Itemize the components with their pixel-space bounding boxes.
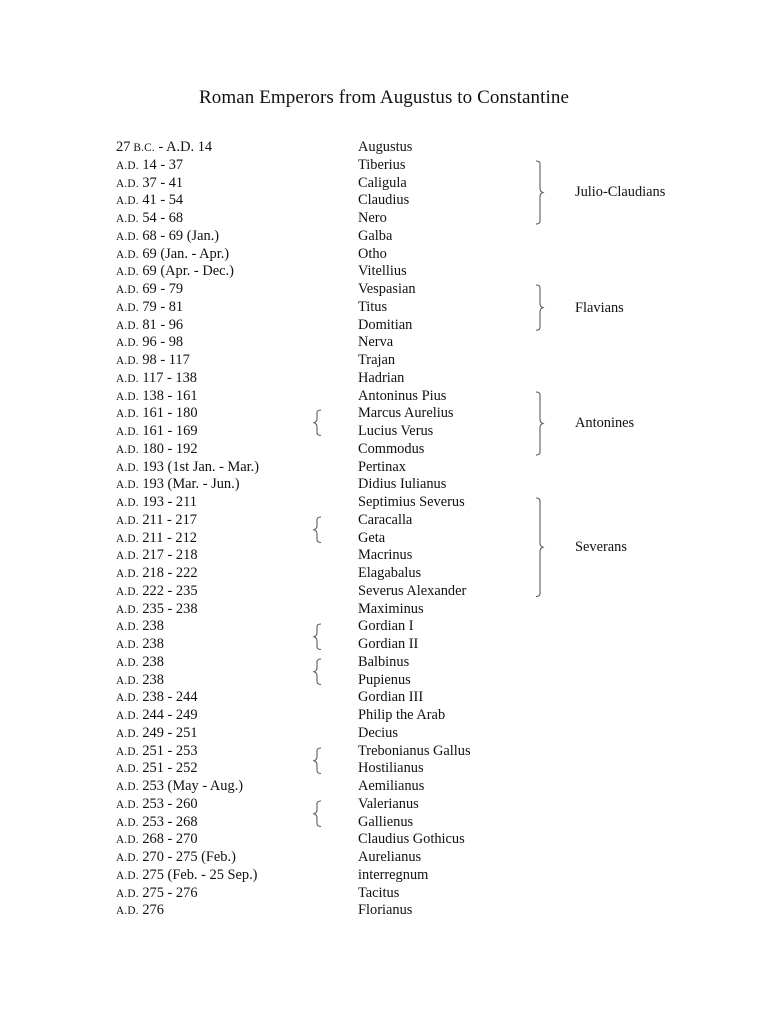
table-row xyxy=(0,547,768,565)
reign-years: 81 - 96 xyxy=(138,316,184,333)
era-label: A.D. xyxy=(116,603,139,616)
era-label: A.D. xyxy=(116,390,139,403)
era-label: A.D. xyxy=(116,550,139,563)
reign-dates xyxy=(116,459,259,478)
era-label: A.D. xyxy=(116,319,139,332)
reign-years: 193 (1st Jan. - Mar.) xyxy=(138,458,260,475)
era-label: A.D. xyxy=(116,213,139,225)
reign-dates xyxy=(116,228,219,247)
emperor-name: Domitian xyxy=(358,316,413,333)
reign-dates xyxy=(116,192,183,211)
reign-dates xyxy=(116,175,183,194)
table-row xyxy=(0,299,768,317)
reign-dates xyxy=(116,831,198,850)
reign-years: 161 - 180 xyxy=(138,405,198,422)
table-row xyxy=(0,423,768,441)
table-row xyxy=(0,867,768,885)
emperor-name: Antoninus Pius xyxy=(358,387,447,404)
emperor-name: Augustus xyxy=(358,139,413,155)
era-label: A.D. xyxy=(116,852,139,864)
reign-dates xyxy=(116,157,183,176)
emperor-name: Severus Alexander xyxy=(358,582,467,599)
emperor-name: Nerva xyxy=(358,334,394,351)
reign-dates xyxy=(116,281,183,300)
era-label: A.D. xyxy=(116,284,139,296)
reign-years: 249 - 251 xyxy=(138,724,198,741)
reign-dates xyxy=(116,778,243,797)
era-label: A.D. xyxy=(116,177,139,190)
reign-years: 41 - 54 xyxy=(138,192,184,209)
table-row xyxy=(0,352,768,370)
reign-years: 117 - 138 xyxy=(138,369,197,386)
table-row xyxy=(0,760,768,778)
reign-dates xyxy=(116,299,183,318)
reign-dates xyxy=(116,636,164,655)
reign-years: 138 - 161 xyxy=(138,387,198,404)
co-ruler-brace xyxy=(313,409,325,437)
emperor-name: Tacitus xyxy=(358,884,400,901)
reign-years: 69 (Jan. - Apr.) xyxy=(138,245,230,262)
table-row xyxy=(0,743,768,761)
era-label: A.D. xyxy=(116,248,139,261)
table-row xyxy=(0,796,768,814)
emperor-name: interregnum xyxy=(358,866,429,883)
era-label: A.D. xyxy=(116,674,139,687)
table-row xyxy=(0,831,768,849)
era-label: A.D. xyxy=(116,479,139,492)
emperor-name: Gordian III xyxy=(358,689,424,706)
table-row xyxy=(0,707,768,725)
reign-dates xyxy=(116,494,197,513)
table-row xyxy=(0,689,768,707)
dynasty-label: Julio-Claudians xyxy=(575,184,666,201)
reign-years: 238 xyxy=(138,671,164,688)
reign-dates xyxy=(116,618,164,637)
emperor-name: Gallienus xyxy=(358,813,414,830)
table-row xyxy=(0,281,768,299)
emperor-name: Elagabalus xyxy=(358,565,422,581)
reign-years: 253 (May - Aug.) xyxy=(138,778,244,794)
era-label: A.D. xyxy=(116,834,139,847)
emperor-name: Philip the Arab xyxy=(358,707,446,723)
era-label: A.D. xyxy=(116,159,139,172)
era-label: A.D. xyxy=(116,568,139,580)
emperor-name: Trebonianus Gallus xyxy=(358,742,471,759)
reign-years: 211 - 212 xyxy=(138,529,197,546)
table-row xyxy=(0,618,768,636)
emperor-name: Decius xyxy=(358,724,398,741)
dynasty-label: Flavians xyxy=(575,299,624,316)
reign-dates xyxy=(116,530,197,549)
era-label: A.D. xyxy=(116,869,139,882)
brace-stroke xyxy=(314,748,321,774)
era-label: A.D. xyxy=(116,372,139,385)
table-row xyxy=(0,334,768,352)
reign-years: 37 - 41 xyxy=(138,174,184,191)
reign-years: 238 xyxy=(138,636,164,652)
era-label: A.D. xyxy=(116,230,139,243)
era-label: A.D. xyxy=(116,461,139,474)
emperor-name: Hadrian xyxy=(358,369,405,386)
reign-years: 275 - 276 xyxy=(138,884,198,901)
reign-dates xyxy=(116,672,164,691)
table-row xyxy=(0,565,768,583)
emperor-name: Didius Iulianus xyxy=(358,476,447,493)
reign-years: 69 - 79 xyxy=(138,281,184,297)
emperor-name: Septimius Severus xyxy=(358,494,465,510)
reign-dates xyxy=(116,352,190,371)
table-row xyxy=(0,441,768,459)
emperor-name: Titus xyxy=(358,298,388,315)
emperor-name: Otho xyxy=(358,245,387,262)
reign-dates xyxy=(116,707,198,726)
reign-years: 275 (Feb. - 25 Sep.) xyxy=(138,866,258,883)
reign-dates xyxy=(116,565,198,584)
era-label: A.D. xyxy=(116,497,139,509)
reign-dates xyxy=(116,405,198,424)
reign-dates xyxy=(116,849,236,868)
table-row xyxy=(0,317,768,335)
reign-dates xyxy=(116,317,183,336)
reign-dates xyxy=(116,725,198,744)
dynasty-brace xyxy=(532,160,546,225)
era-label: A.D. xyxy=(116,195,139,208)
reign-years: 180 - 192 xyxy=(138,440,198,457)
era-label: A.D. xyxy=(116,905,139,918)
emperor-name: Valerianus xyxy=(358,795,419,812)
reign-years: 276 xyxy=(138,902,164,919)
table-row xyxy=(0,388,768,406)
table-row xyxy=(0,210,768,228)
table-row xyxy=(0,139,768,157)
emperor-name: Macrinus xyxy=(358,547,413,564)
era-label: A.D. xyxy=(116,337,139,350)
emperor-name: Nero xyxy=(358,210,387,226)
brace-stroke xyxy=(536,498,543,597)
era-label: A.D. xyxy=(116,639,139,651)
era-label: A.D. xyxy=(116,781,139,793)
emperor-name: Commodus xyxy=(358,440,425,457)
emperor-name: Galba xyxy=(358,227,393,244)
reign-year-prefix: 27 xyxy=(116,139,131,155)
emperor-name: Claudius Gothicus xyxy=(358,831,465,848)
reign-dates xyxy=(116,441,198,460)
era-label: A.D. xyxy=(116,763,139,776)
emperor-name: Gordian I xyxy=(358,618,414,635)
table-row xyxy=(0,459,768,477)
era-label: A.D. xyxy=(116,710,139,722)
emperor-table xyxy=(0,139,768,920)
dynasty-label: Severans xyxy=(575,539,627,556)
table-row xyxy=(0,654,768,672)
brace-stroke xyxy=(314,659,321,685)
era-label: A.D. xyxy=(116,816,139,829)
brace-stroke xyxy=(536,285,543,330)
reign-years: 193 - 211 xyxy=(138,494,197,510)
reign-dates xyxy=(116,263,234,282)
dynasty-brace xyxy=(532,497,546,598)
era-label: A.D. xyxy=(116,266,139,279)
emperor-name: Caracalla xyxy=(358,511,413,528)
table-row xyxy=(0,814,768,832)
reign-dates xyxy=(116,689,198,708)
era-label: A.D. xyxy=(116,798,139,811)
era-label: A.D. xyxy=(116,621,139,634)
emperor-name: Aurelianus xyxy=(358,849,422,865)
era-label: A.D. xyxy=(116,514,139,527)
reign-dates xyxy=(116,512,197,531)
reign-dates xyxy=(116,885,198,904)
co-ruler-brace xyxy=(313,800,325,828)
co-ruler-brace xyxy=(313,747,325,775)
emperor-name: Claudius xyxy=(358,192,410,209)
reign-years: 238 - 244 xyxy=(138,689,198,706)
era-label: A.D. xyxy=(116,585,139,598)
brace-stroke xyxy=(314,517,321,543)
reign-years: 244 - 249 xyxy=(138,707,198,723)
table-row xyxy=(0,157,768,175)
table-row xyxy=(0,672,768,690)
reign-years: 270 - 275 (Feb.) xyxy=(138,849,236,865)
table-row xyxy=(0,228,768,246)
brace-stroke xyxy=(314,624,321,650)
table-row xyxy=(0,263,768,281)
reign-years: - A.D. 14 xyxy=(154,139,213,155)
reign-years: 98 - 117 xyxy=(138,352,190,368)
reign-years: 253 - 260 xyxy=(138,795,198,812)
reign-dates xyxy=(116,547,198,566)
reign-dates xyxy=(116,583,198,602)
emperor-name: Geta xyxy=(358,529,386,546)
table-row xyxy=(0,601,768,619)
reign-dates xyxy=(116,654,164,673)
reign-dates xyxy=(116,476,240,495)
emperor-name: Tiberius xyxy=(358,156,406,173)
reign-years: 238 xyxy=(138,618,164,635)
reign-dates xyxy=(116,796,198,815)
reign-years: 14 - 37 xyxy=(138,156,184,173)
emperor-name: Balbinus xyxy=(358,653,410,670)
brace-stroke xyxy=(314,410,321,436)
era-label: A.D. xyxy=(116,656,139,669)
table-row xyxy=(0,512,768,530)
era-label: A.D. xyxy=(116,426,139,438)
reign-dates xyxy=(116,210,183,229)
table-row xyxy=(0,246,768,264)
reign-years: 69 (Apr. - Dec.) xyxy=(138,263,234,280)
reign-years: 54 - 68 xyxy=(138,210,184,226)
table-row xyxy=(0,494,768,512)
table-row xyxy=(0,583,768,601)
reign-years: 79 - 81 xyxy=(138,298,184,315)
era-label: A.D. xyxy=(116,692,139,705)
brace-stroke xyxy=(314,801,321,827)
emperor-name: Gordian II xyxy=(358,636,419,652)
emperor-name: Maximinus xyxy=(358,600,424,617)
reign-dates xyxy=(116,814,198,833)
reign-dates xyxy=(116,246,229,265)
emperor-name: Trajan xyxy=(358,352,396,368)
table-row xyxy=(0,476,768,494)
table-row xyxy=(0,370,768,388)
reign-years: 253 - 268 xyxy=(138,813,198,830)
reign-dates xyxy=(116,743,198,762)
reign-dates xyxy=(116,139,212,158)
reign-years: 218 - 222 xyxy=(138,565,198,581)
emperor-name: Florianus xyxy=(358,902,413,919)
era-label: A.D. xyxy=(116,745,139,758)
table-row xyxy=(0,636,768,654)
emperor-name: Vespasian xyxy=(358,281,416,297)
reign-years: 235 - 238 xyxy=(138,600,198,617)
reign-dates xyxy=(116,423,198,442)
emperor-name: Hostilianus xyxy=(358,760,424,777)
emperor-name: Marcus Aurelius xyxy=(358,405,454,422)
era-label: A.D. xyxy=(116,887,139,900)
emperor-name: Pertinax xyxy=(358,458,406,475)
reign-dates xyxy=(116,867,257,886)
reign-dates xyxy=(116,902,164,921)
table-row xyxy=(0,725,768,743)
co-ruler-brace xyxy=(313,623,325,651)
era-label: A.D. xyxy=(116,408,139,421)
reign-years: 68 - 69 (Jan.) xyxy=(138,227,220,244)
emperor-name: Vitellius xyxy=(358,263,407,280)
reign-years: 161 - 169 xyxy=(138,423,198,439)
era-label: A.D. xyxy=(116,532,139,545)
emperor-name: Aemilianus xyxy=(358,778,425,794)
table-row xyxy=(0,849,768,867)
reign-dates xyxy=(116,388,198,407)
brace-stroke xyxy=(536,161,543,224)
table-row xyxy=(0,405,768,423)
dynasty-brace xyxy=(532,391,546,456)
reign-years: 251 - 253 xyxy=(138,742,198,759)
emperor-name: Pupienus xyxy=(358,671,411,688)
era-label: A.D. xyxy=(116,301,139,314)
reign-years: 211 - 217 xyxy=(138,511,197,528)
era-label: A.D. xyxy=(116,727,139,740)
dynasty-brace xyxy=(532,284,546,331)
emperor-name: Lucius Verus xyxy=(358,423,434,439)
reign-dates xyxy=(116,760,198,779)
reign-years: 217 - 218 xyxy=(138,547,198,564)
reign-years: 193 (Mar. - Jun.) xyxy=(138,476,240,493)
table-row xyxy=(0,885,768,903)
page-title: Roman Emperors from Augustus to Constantine xyxy=(198,87,570,108)
era-label: B.C. xyxy=(133,142,155,154)
era-label: A.D. xyxy=(116,355,139,367)
era-label: A.D. xyxy=(116,443,139,456)
dynasty-label: Antonines xyxy=(575,415,635,432)
reign-years: 96 - 98 xyxy=(138,334,184,351)
table-row xyxy=(0,530,768,548)
reign-years: 222 - 235 xyxy=(138,582,198,599)
reign-years: 238 xyxy=(138,653,164,670)
reign-years: 251 - 252 xyxy=(138,760,198,777)
table-row xyxy=(0,902,768,920)
reign-years: 268 - 270 xyxy=(138,831,198,848)
emperor-name: Caligula xyxy=(358,174,407,191)
reign-dates xyxy=(116,370,197,389)
reign-dates xyxy=(116,601,198,620)
table-row xyxy=(0,778,768,796)
brace-stroke xyxy=(536,392,543,455)
co-ruler-brace xyxy=(313,516,325,544)
co-ruler-brace xyxy=(313,658,325,686)
reign-dates xyxy=(116,334,183,353)
